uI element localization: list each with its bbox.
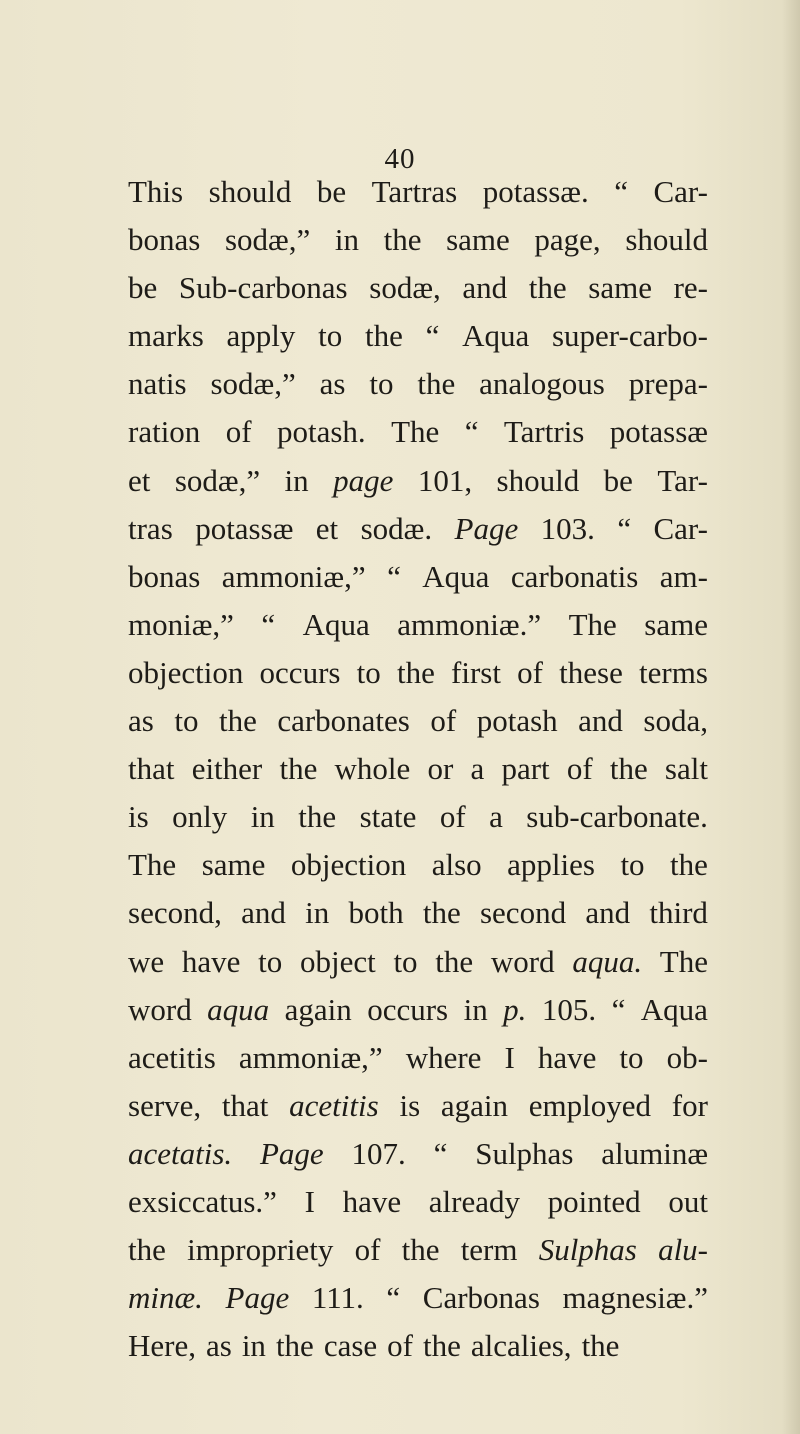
word: word xyxy=(128,991,192,1027)
word: in xyxy=(250,799,275,835)
word: where xyxy=(405,1039,482,1075)
word: to xyxy=(318,318,343,354)
word: “ xyxy=(433,1135,448,1171)
word: et xyxy=(128,462,151,498)
word: This xyxy=(128,174,184,209)
word: marks xyxy=(128,318,204,354)
word: Sub-carbonas xyxy=(178,270,348,306)
word: of xyxy=(387,1328,413,1364)
word: Here, xyxy=(128,1328,196,1364)
text-line xyxy=(128,841,708,889)
word: Aqua xyxy=(302,606,370,642)
word: as xyxy=(128,703,154,739)
word: ammoniæ,” xyxy=(221,558,366,594)
text-line xyxy=(128,264,708,312)
page-edge-shadow xyxy=(782,0,800,1434)
text-line xyxy=(128,1130,708,1178)
word: in xyxy=(334,222,359,258)
word: Car- xyxy=(653,174,708,209)
word: that xyxy=(221,1087,269,1123)
word: aqua. xyxy=(572,943,643,979)
word: Tartras xyxy=(371,174,458,209)
word: alcalies, xyxy=(470,1328,572,1364)
word: minæ. xyxy=(128,1280,203,1316)
word: 111. xyxy=(311,1280,364,1316)
word: again xyxy=(284,991,352,1027)
word: of xyxy=(225,414,252,450)
word: both xyxy=(348,895,404,931)
word: be xyxy=(128,270,158,306)
word: objection xyxy=(128,654,244,690)
word: Page xyxy=(260,1135,324,1171)
text-line xyxy=(128,649,708,697)
word: the xyxy=(422,895,461,931)
word: bonas xyxy=(128,558,201,594)
word: word xyxy=(490,943,555,979)
word: ob- xyxy=(666,1039,708,1075)
word: natis xyxy=(128,366,187,402)
word: pointed xyxy=(547,1183,641,1219)
word: Aqua xyxy=(640,991,708,1027)
word: again xyxy=(440,1087,509,1123)
word: 103. xyxy=(540,510,595,546)
word: potassæ xyxy=(609,414,708,450)
word: to xyxy=(619,1039,644,1075)
word: moniæ,” xyxy=(128,606,234,642)
word: either xyxy=(191,751,263,787)
text-line xyxy=(128,457,708,505)
word: the xyxy=(417,366,456,402)
word: already xyxy=(428,1183,520,1219)
word: serve, xyxy=(128,1087,202,1123)
word: be xyxy=(316,174,347,209)
word: tras xyxy=(128,510,173,546)
word: occurs xyxy=(367,991,449,1027)
word: impropriety xyxy=(187,1232,334,1268)
word: Aqua xyxy=(422,558,490,594)
word: have xyxy=(181,943,241,979)
word: potash xyxy=(476,703,558,739)
word: the xyxy=(279,751,318,787)
word: Aqua xyxy=(462,318,530,354)
word: acetatis. xyxy=(128,1135,233,1171)
word: sodæ, xyxy=(369,270,441,306)
word: to xyxy=(174,703,199,739)
word: Sulphas xyxy=(475,1135,574,1171)
word: of xyxy=(517,654,543,690)
word: should xyxy=(625,222,708,258)
text-line xyxy=(128,1082,708,1130)
word: super-carbo- xyxy=(551,318,708,354)
word: whole xyxy=(334,751,411,787)
word: the xyxy=(670,847,708,883)
word: should xyxy=(208,174,292,209)
word: Car- xyxy=(653,510,708,546)
word: term xyxy=(460,1232,518,1268)
word: and xyxy=(585,895,631,931)
word: objection xyxy=(290,847,407,883)
word: carbonates xyxy=(277,703,410,739)
word: soda, xyxy=(643,703,708,739)
word: page xyxy=(333,462,394,498)
word: 101, xyxy=(417,462,473,498)
word: same xyxy=(446,222,510,258)
word: page, xyxy=(534,222,601,258)
word: the xyxy=(528,270,567,306)
word: Sulphas xyxy=(538,1232,637,1268)
word: out xyxy=(668,1183,708,1219)
word: acetitis xyxy=(289,1087,379,1123)
word: be xyxy=(603,462,633,498)
word: carbonatis xyxy=(510,558,639,594)
word: Page xyxy=(454,510,519,546)
word: a xyxy=(489,799,503,835)
word: the xyxy=(581,1328,620,1364)
word: salt xyxy=(664,751,708,787)
word: of xyxy=(430,703,457,739)
body-text xyxy=(128,168,708,1370)
word: sub-carbonate. xyxy=(526,799,708,835)
text-line xyxy=(128,553,708,601)
word: acetitis xyxy=(128,1039,216,1075)
text-line xyxy=(128,938,708,986)
word: “ xyxy=(387,558,401,594)
word: I xyxy=(504,1039,515,1075)
word: potassæ xyxy=(195,510,294,546)
word: same xyxy=(201,847,266,883)
word: bonas xyxy=(128,222,201,258)
word: et xyxy=(315,510,339,546)
word: also xyxy=(431,847,482,883)
word: we xyxy=(128,943,165,979)
word: analogous xyxy=(479,366,605,402)
word: “ xyxy=(386,1280,401,1316)
word: prepa- xyxy=(628,366,708,402)
word: part xyxy=(501,751,550,787)
word: and xyxy=(241,895,286,931)
word: that xyxy=(128,751,175,787)
word: apply xyxy=(226,318,296,354)
word: as xyxy=(319,366,346,402)
word: potash. xyxy=(276,414,366,450)
word: sodæ. xyxy=(360,510,433,546)
word: the xyxy=(383,222,422,258)
word: the xyxy=(422,1328,461,1364)
word: aqua xyxy=(207,991,270,1027)
word: second, xyxy=(128,895,222,931)
word: have xyxy=(537,1039,597,1075)
word: The xyxy=(659,943,708,979)
word: 105. xyxy=(541,991,597,1027)
word: the xyxy=(218,703,257,739)
text-line xyxy=(128,1322,708,1370)
text-line xyxy=(128,1178,708,1226)
word: of xyxy=(354,1232,381,1268)
word: “ xyxy=(614,174,628,209)
word: case xyxy=(323,1328,378,1364)
word: potassæ. xyxy=(482,174,589,209)
word: as xyxy=(205,1328,232,1364)
word: the xyxy=(128,1232,166,1268)
text-line xyxy=(128,889,708,937)
word: the xyxy=(298,799,337,835)
word: I xyxy=(304,1183,315,1219)
text-line xyxy=(128,168,708,216)
word: Tartris xyxy=(503,414,585,450)
word: the xyxy=(401,1232,440,1268)
word: sodæ,” xyxy=(224,222,311,258)
word: in xyxy=(305,895,330,931)
word: the xyxy=(609,751,648,787)
word: to xyxy=(356,654,381,690)
word: “ xyxy=(611,991,626,1027)
word: aluminæ xyxy=(601,1135,708,1171)
word: of xyxy=(566,751,593,787)
word: same xyxy=(588,270,652,306)
word: employed xyxy=(528,1087,652,1123)
word: occurs xyxy=(259,654,341,690)
text-line xyxy=(128,408,708,456)
word: ammoniæ.” xyxy=(397,606,542,642)
word: only xyxy=(172,799,228,835)
word: of xyxy=(439,799,466,835)
word: to xyxy=(258,943,283,979)
word: or xyxy=(427,751,454,787)
word: first xyxy=(451,654,501,690)
word: these xyxy=(559,654,623,690)
word: The xyxy=(391,414,440,450)
word: “ xyxy=(464,414,479,450)
word: “ xyxy=(425,318,440,354)
word: in xyxy=(284,462,309,498)
word: to xyxy=(369,366,394,402)
text-line xyxy=(128,1226,708,1274)
word: is xyxy=(128,799,149,835)
word: am- xyxy=(659,558,708,594)
text-line xyxy=(128,697,708,745)
text-line xyxy=(128,986,708,1034)
word: alu- xyxy=(658,1232,708,1268)
word: to xyxy=(393,943,418,979)
word: ammoniæ,” xyxy=(238,1039,383,1075)
text-line xyxy=(128,1034,708,1082)
word: “ xyxy=(261,606,276,642)
word: in xyxy=(241,1328,266,1364)
word: 107. xyxy=(351,1135,406,1171)
text-line xyxy=(128,745,708,793)
word: second xyxy=(479,895,567,931)
word: The xyxy=(128,847,177,883)
word: p. xyxy=(503,991,527,1027)
word: the xyxy=(364,318,403,354)
word: have xyxy=(342,1183,402,1219)
text-line xyxy=(128,1274,708,1322)
text-line xyxy=(128,360,708,408)
text-line xyxy=(128,505,708,553)
page-number: 40 xyxy=(384,143,416,175)
word: state xyxy=(359,799,417,835)
word: applies xyxy=(507,847,595,883)
text-line xyxy=(128,793,708,841)
word: “ xyxy=(617,510,632,546)
word: sodæ,” xyxy=(174,462,261,498)
word: to xyxy=(620,847,645,883)
word: third xyxy=(649,895,708,931)
word: Page xyxy=(225,1280,290,1316)
word: re- xyxy=(673,270,708,306)
word: should xyxy=(496,462,580,498)
word: a xyxy=(470,751,485,787)
word: magnesiæ.” xyxy=(562,1280,708,1316)
word: is xyxy=(399,1087,421,1123)
word: exsiccatus.” xyxy=(128,1183,277,1219)
word: in xyxy=(463,991,488,1027)
word: the xyxy=(435,943,474,979)
word: and xyxy=(578,703,623,739)
word: the xyxy=(396,654,435,690)
word: object xyxy=(299,943,376,979)
word: The xyxy=(568,606,617,642)
text-line xyxy=(128,312,708,360)
word: Tar- xyxy=(657,462,708,498)
word: for xyxy=(671,1087,708,1123)
word: sodæ,” xyxy=(210,366,296,402)
word: same xyxy=(644,606,708,642)
word: Carbonas xyxy=(422,1280,540,1316)
word: terms xyxy=(639,654,708,690)
text-line xyxy=(128,216,708,264)
word: the xyxy=(275,1328,314,1364)
word: and xyxy=(462,270,508,306)
text-line xyxy=(128,601,708,649)
word: ration xyxy=(128,414,201,450)
